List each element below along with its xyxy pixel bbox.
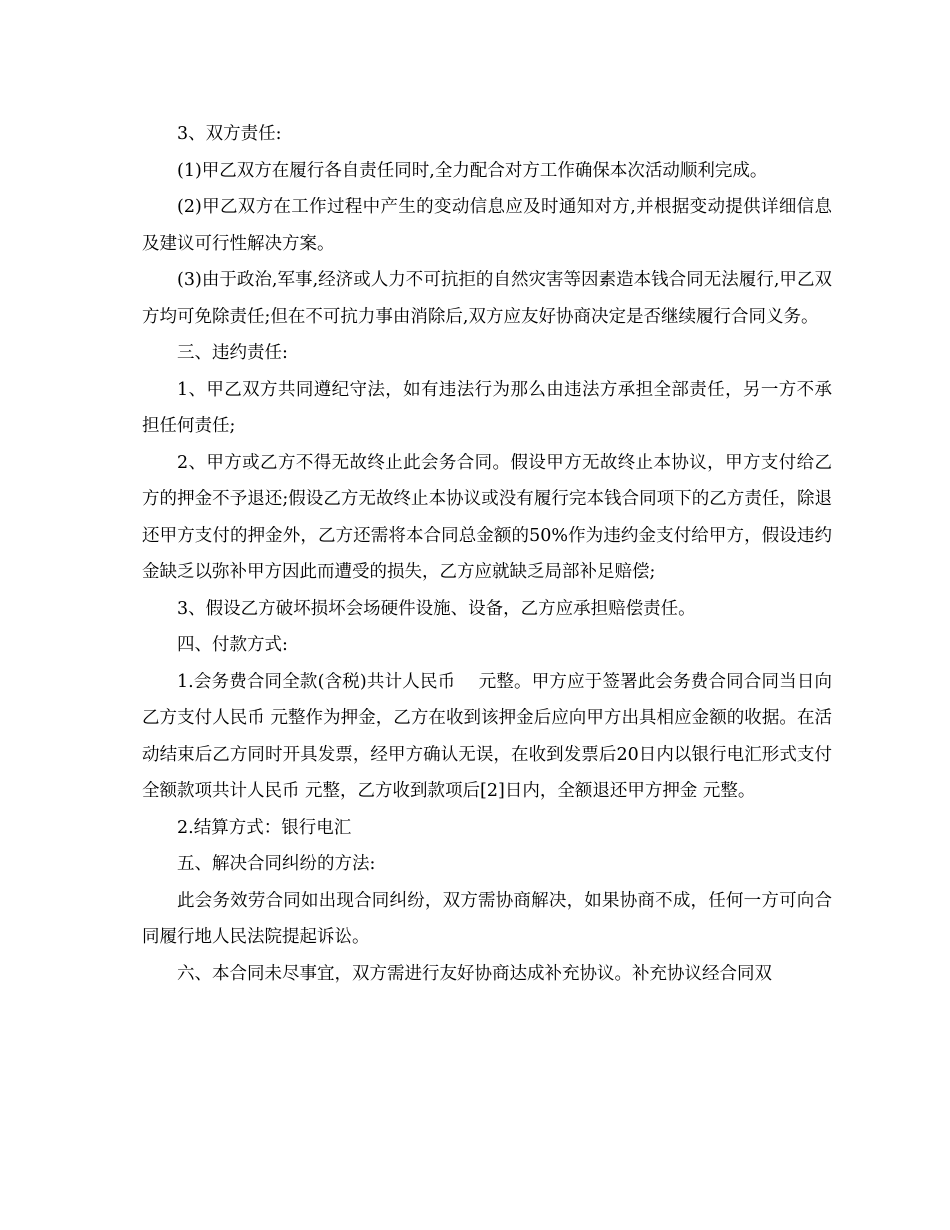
- paragraph-payment-2: 2.结算方式：银行电汇: [177, 817, 352, 838]
- paragraph-payment-1: 1.会务费合同全款(含税)共计人民币 元整。甲方应于签署此会务费合同合同当日向乙方支付人民币 元整作为押金，乙方在收到该押金后应向甲方出具相应金额的收据。在活动结束后乙方同时开具发票，经甲方确认无误，在收到发票后20日内以银行电汇形式支付全额款项共计人民币 元整，乙方收到款项后[2]日内，全额退还甲方押金 元整。: [142, 671, 832, 801]
- paragraph-disputes: 此会务效劳合同如出现合同纠纷，双方需协商解决，如果协商不成，任何一方可向合同履行地人民法院提起诉讼。: [142, 890, 832, 947]
- section-heading-disputes: 五、解决合同纠纷的方法:: [177, 854, 376, 874]
- paragraph-breach-3: 3、假设乙方破坏损坏会场硬件设施、设备，乙方应承担赔偿责任。: [177, 598, 696, 619]
- paragraph-duty-1: (1)甲乙双方在履行各自责任同时,全力配合对方工作确保本次活动顺利完成。: [177, 160, 768, 181]
- paragraph-breach-1: 1、甲乙双方共同遵纪守法，如有违法行为那么由违法方承担全部责任，另一方不承担任何责任;: [142, 379, 832, 436]
- paragraph-supplementary: 六、本合同未尽事宜，双方需进行友好协商达成补充协议。补充协议经合同双: [177, 963, 772, 984]
- section-heading-payment: 四、付款方式:: [177, 635, 288, 655]
- section-heading-breach: 三、违约责任:: [177, 343, 288, 363]
- paragraph-breach-2: 2、甲方或乙方不得无故终止此会务合同。假设甲方无故终止本协议，甲方支付给乙方的押金不予退还;假设乙方无故终止本协议或没有履行完本钱合同项下的乙方责任，除退还甲方支付的押金外，乙方还需将本合同总金额的50%作为违约金支付给甲方，假设违约金缺乏以弥补甲方因此而遭受的损失，乙方应就缺乏局部补足赔偿;: [142, 452, 832, 582]
- paragraph-duties-heading: 3、双方责任:: [177, 124, 282, 144]
- paragraph-duty-3: (3)由于政治,军事,经济或人力不可抗拒的自然灾害等因素造本钱合同无法履行,甲乙双方均可免除责任;但在不可抗力事由消除后,双方应友好协商决定是否继续履行合同义务。: [142, 270, 832, 327]
- document-body: [142, 116, 832, 992]
- paragraph-duty-2: (2)甲乙双方在工作过程中产生的变动信息应及时通知对方,并根据变动提供详细信息及建议可行性解决方案。: [142, 197, 832, 254]
